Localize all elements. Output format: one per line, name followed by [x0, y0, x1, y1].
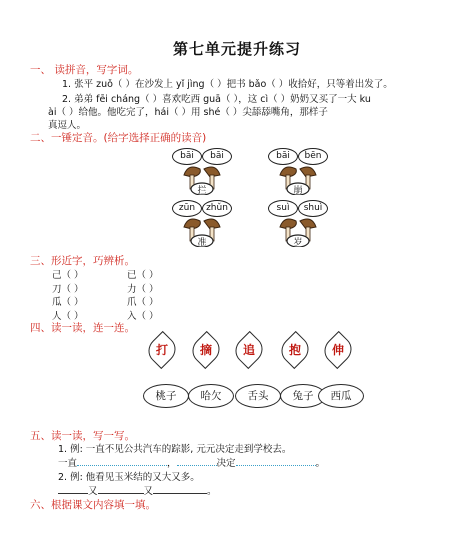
pinyin-option-bubble[interactable]: bāi	[202, 148, 232, 165]
noun-card[interactable]: 舌头	[235, 384, 281, 408]
mushroom-char: 准	[197, 238, 207, 248]
verb-text: 摘	[199, 343, 212, 357]
noun-card[interactable]: 兔子	[280, 384, 326, 408]
section-3-heading: 三、形近字，巧辨析。	[30, 255, 135, 267]
section-2-heading: 二、一锤定音。(给字选择正确的读音)	[30, 132, 207, 144]
char-pair-left[interactable]: 人（ ）	[52, 310, 84, 322]
char-pair-right[interactable]: 力（ ）	[127, 283, 159, 295]
verb-text: 抱	[288, 343, 301, 357]
pinyin-option-bubble[interactable]: bēn	[298, 148, 328, 165]
s1-line-3: ài（ ）给他。他吃完了，hái（ ）用 shé（ ）尖舔舔嘴角，那样子	[48, 107, 328, 118]
verb-text: 打	[155, 343, 168, 357]
pinyin-option-bubble[interactable]: zhǔn	[202, 200, 232, 217]
verb-text: 伸	[331, 343, 344, 357]
section-5-heading: 五、读一读，写一写。	[30, 430, 135, 442]
s5-fill-2	[58, 483, 217, 497]
s5-fill-2-blank-b[interactable]	[98, 493, 144, 494]
s5-example-2: 2. 例: 他看见玉米结的又大又多。	[58, 472, 200, 483]
pinyin-option-bubble[interactable]: zūn	[172, 200, 202, 217]
s5-fill-2-blank-a[interactable]	[58, 493, 88, 494]
section-4-heading: 四、读一读，连一连。	[30, 322, 135, 334]
s5-fill-2-period: 。	[207, 486, 217, 497]
verb-card[interactable]	[276, 331, 314, 369]
verb-card[interactable]	[143, 331, 181, 369]
s1-line-1: 1. 张平 zuǒ（ ）在沙发上 yǐ jìng（ ）把书 bǎo（ ）收拾好，只等着出发了。	[62, 79, 393, 90]
pinyin-option-bubble[interactable]: bāi	[172, 148, 202, 165]
pinyin-option-bubble[interactable]: shuì	[298, 200, 328, 217]
mushroom-char: 崩	[293, 186, 303, 196]
verb-text: 追	[242, 343, 255, 357]
char-pair-right[interactable]: 入（ ）	[127, 310, 159, 322]
s5-fill-1-period: 。	[315, 458, 326, 469]
s5-fill-1-word-a: 一直	[58, 458, 78, 469]
noun-card[interactable]: 桃子	[143, 384, 189, 408]
s5-fill-1-blank-c[interactable]	[236, 465, 316, 466]
char-pair-right[interactable]: 已（ ）	[127, 270, 159, 281]
s1-line-4: 真逗人。	[48, 120, 87, 131]
verb-card[interactable]	[230, 331, 268, 369]
section-6-heading: 六、根据课文内容填一填。	[30, 499, 156, 511]
s5-fill-2-blank-c[interactable]	[153, 493, 207, 494]
s5-fill-1-word-b: 决定	[216, 458, 236, 469]
s5-fill-1-comma: ，	[167, 458, 177, 469]
page-title: 第七单元提升练习	[172, 40, 301, 58]
s5-fill-1-blank-b[interactable]	[177, 465, 217, 466]
s5-fill-2-word-a: 又	[88, 486, 98, 497]
char-pair-right[interactable]: 爪（ ）	[127, 297, 159, 308]
noun-card[interactable]: 西瓜	[318, 384, 364, 408]
s5-fill-2-word-b: 又	[143, 486, 154, 497]
s5-example-1: 1. 例: 一直不见公共汽车的踪影, 元元决定走到学校去。	[58, 444, 292, 455]
char-pair-left[interactable]: 瓜（ ）	[52, 297, 84, 308]
mushroom-char: 拦	[197, 186, 207, 196]
verb-card[interactable]	[187, 331, 225, 369]
char-pair-left[interactable]: 己（ ）	[52, 270, 84, 281]
s5-fill-1	[58, 455, 325, 469]
section-1-heading: 一、 读拼音，写字词。	[30, 64, 139, 76]
char-pair-left[interactable]: 刀（ ）	[52, 283, 84, 295]
mushroom-char: 岁	[293, 238, 303, 248]
verb-card[interactable]	[319, 331, 357, 369]
noun-card[interactable]: 哈欠	[188, 384, 234, 408]
pinyin-option-bubble[interactable]: suì	[268, 200, 298, 217]
s5-fill-1-blank-a[interactable]	[77, 465, 167, 466]
s1-line-2: 2. 弟弟 fēi cháng（ ）喜欢吃西 guā（ ），这 cì（ ）奶奶又买了一大 ku	[62, 94, 371, 105]
pinyin-option-bubble[interactable]: bāi	[268, 148, 298, 165]
